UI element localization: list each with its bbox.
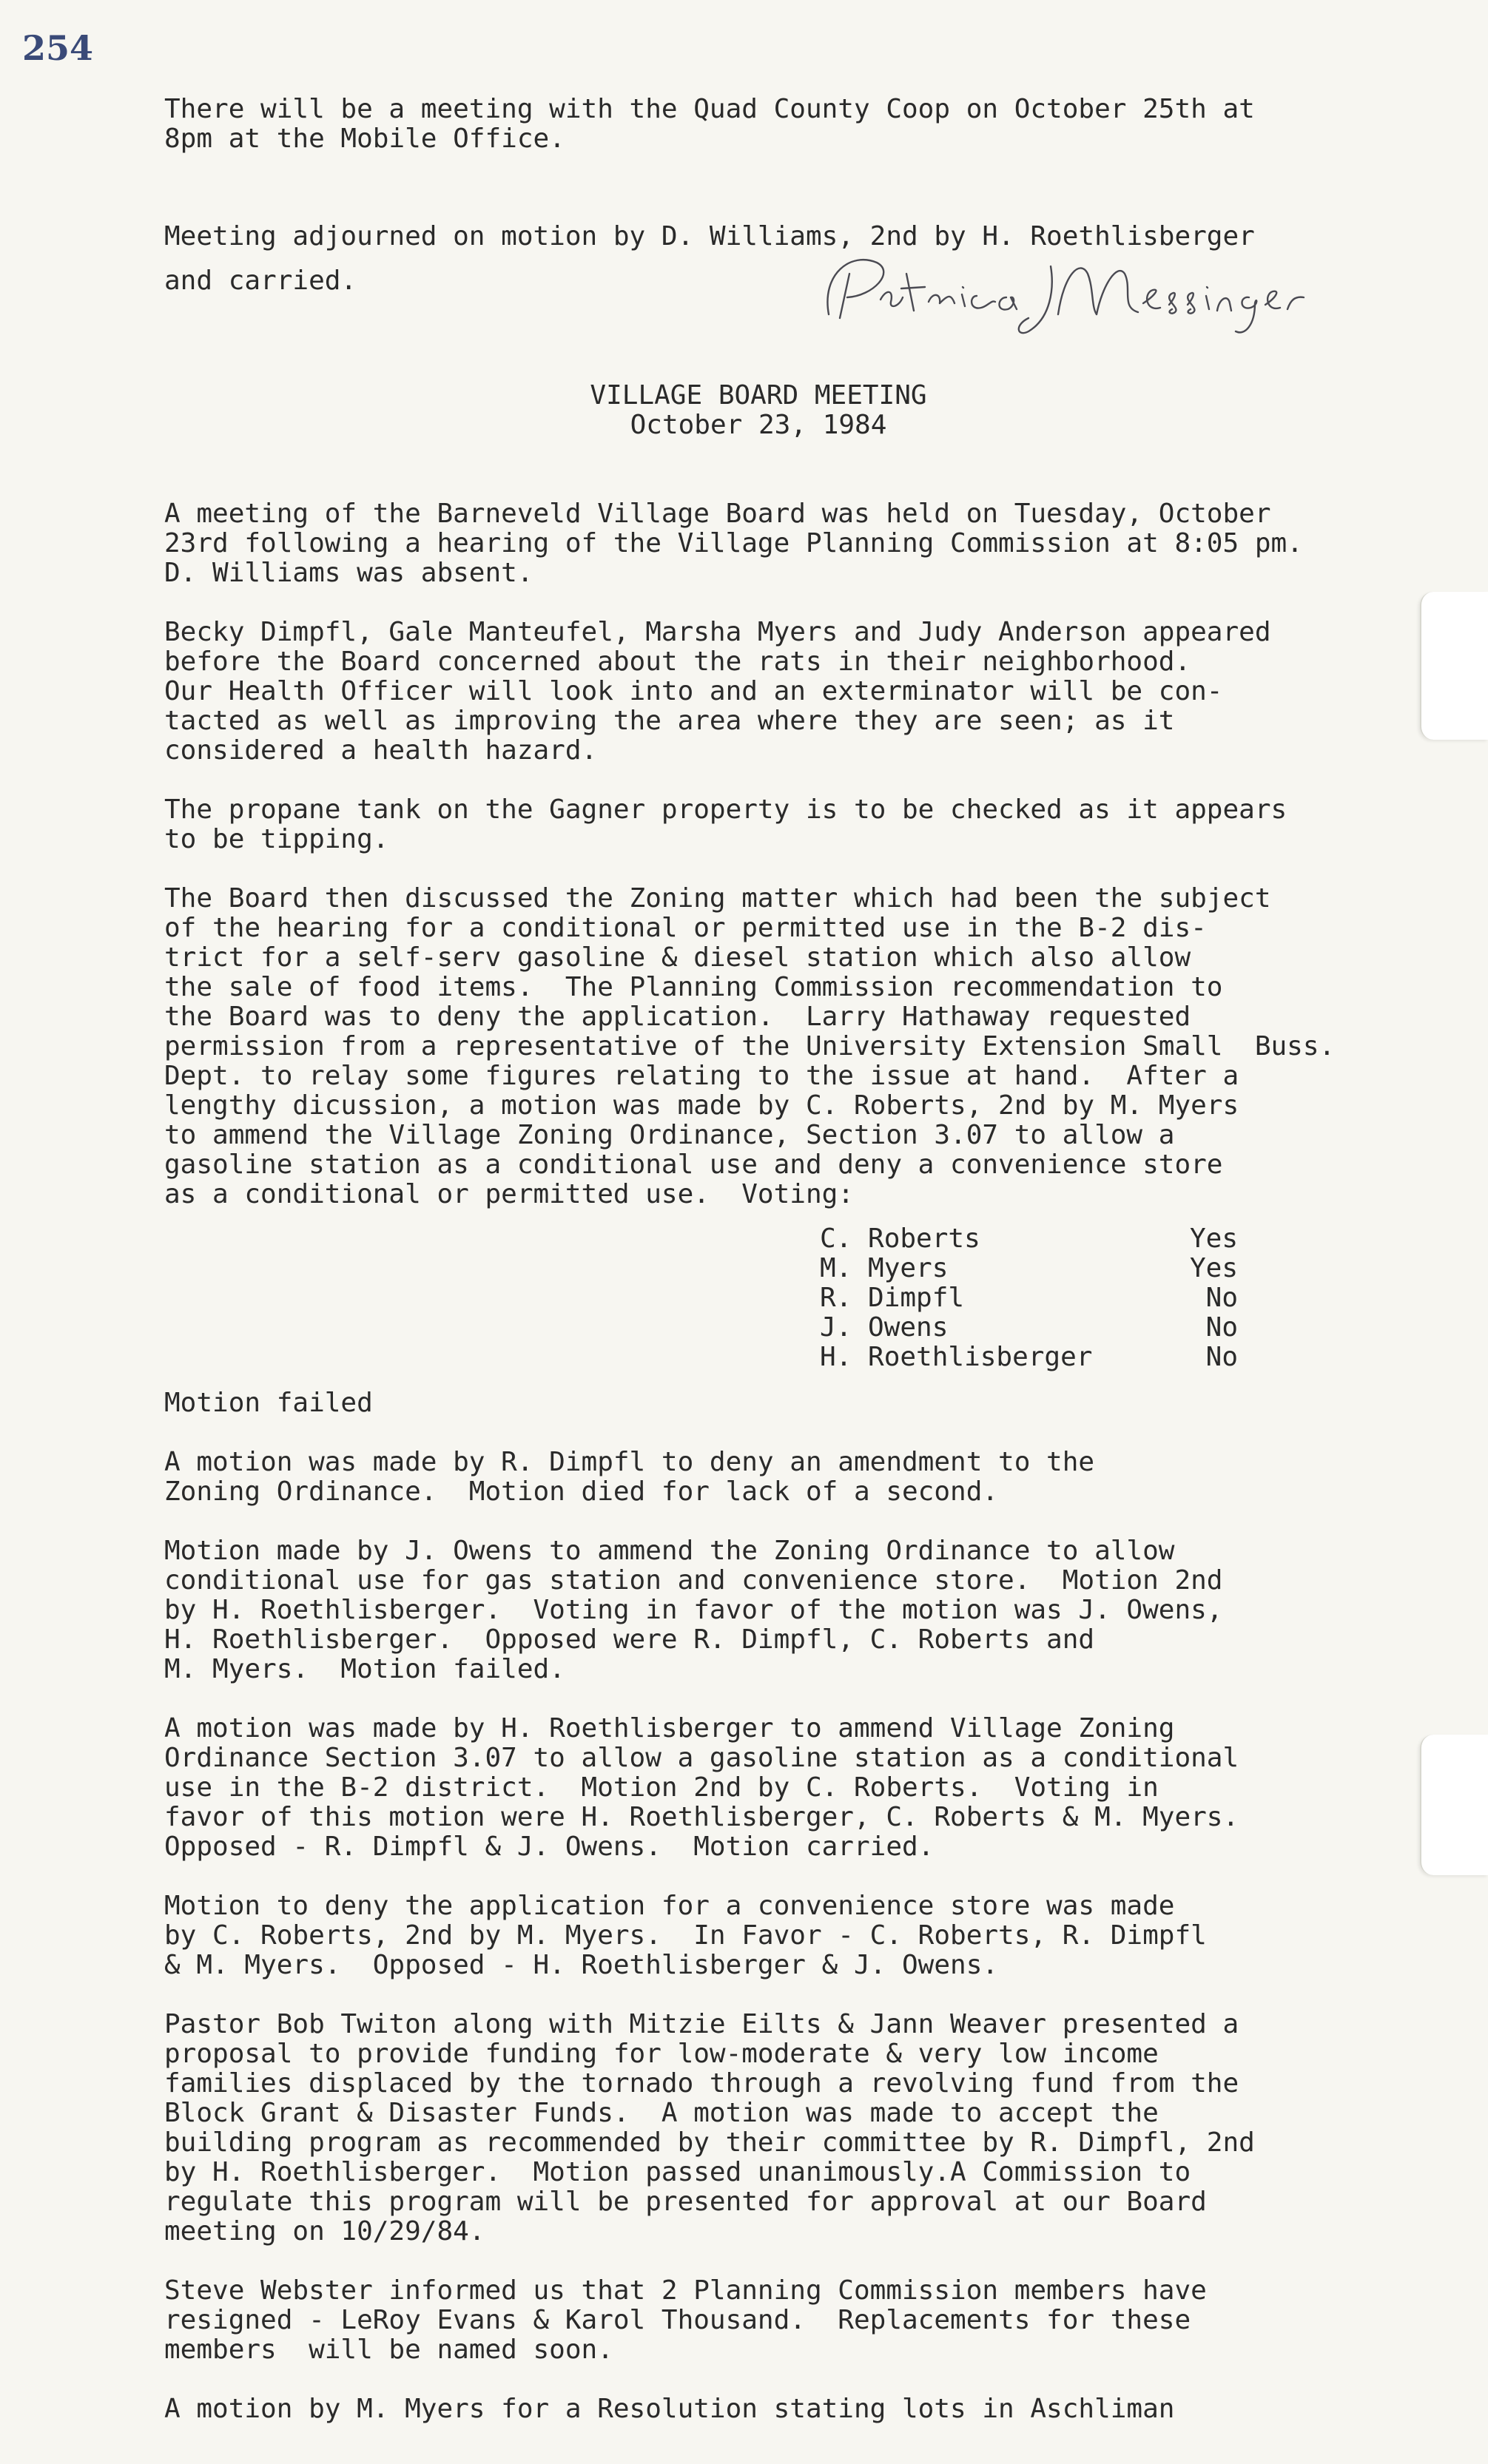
body-paragraph-opening: A meeting of the Barneveld Village Board was held on Tuesday, October 23rd following a hearing of the Village Planning Commission at 8:05 pm. D. Williams was absent. <box>164 499 1303 588</box>
vote-value: Yes <box>1189 1253 1238 1283</box>
body-paragraph-convenience-store: Motion to deny the application for a convenience store was made by C. Roberts, 2nd by M. Myers. In Favor - C. Roberts, R. Dimpfl & M. Myers. Opposed - H. Roethlisberger & J. Owens. <box>164 1891 1207 1980</box>
body-paragraph-roethlisberger-motion: A motion was made by H. Roethlisberger to ammend Village Zoning Ordinance Section 3.07 to allow a gasoline station as a conditional use in the B-2 district. Motion 2nd by C. Roberts. Voting in favor of this motion were H. Roethlisberger, C. Roberts & M. Myers. Opposed - R. Dimpfl & J. Owens. Motion carried. <box>164 1713 1239 1862</box>
voter-name: M. Myers <box>820 1253 949 1283</box>
vote-row <box>820 1313 1238 1343</box>
intro-paragraph-meeting: There will be a meeting with the Quad County Coop on October 25th at 8pm at the Mobile Office. <box>164 94 1255 154</box>
vote-table <box>820 1224 1238 1372</box>
body-paragraph-tornado-fund: Pastor Bob Twiton along with Mitzie Eilts & Jann Weaver presented a proposal to provide funding for low-moderate & very low income families displaced by the tornado through a revolving fund from the Block Grant & Disaster Funds. A motion was made to accept the building program as recommended by their committee by R. Dimpfl, 2nd by H. Roethlisberger. Motion passed unanimously.A Commission to regulate this program will be presented for approval at our Board meeting on 10/29/84. <box>164 2009 1255 2247</box>
intro-paragraph-adjourned: Meeting adjourned on motion by D. Williams, 2nd by H. Roethlisberger and carried. <box>164 221 1255 296</box>
voter-name: J. Owens <box>820 1312 949 1343</box>
voter-name: R. Dimpfl <box>820 1283 965 1313</box>
body-paragraph-rats: Becky Dimpfl, Gale Manteufel, Marsha Myers and Judy Anderson appeared before the Board concerned about the rats in their neighborhood. Our Health Officer will look into and an exterminator will be con- tacted as well as improving the area where they are seen; as it considered a health hazard. <box>164 617 1271 766</box>
page-edge-tab <box>1420 1735 1488 1875</box>
vote-value: Yes <box>1189 1223 1238 1254</box>
body-paragraph-resignations: Steve Webster informed us that 2 Planning Commission members have resigned - LeRoy Evans & Karol Thousand. Replacements for these members will be named soon. <box>164 2275 1207 2365</box>
vote-row <box>820 1343 1238 1372</box>
voter-name: C. Roberts <box>820 1223 980 1254</box>
page-number: 254 <box>22 28 94 68</box>
vote-row <box>820 1224 1238 1254</box>
meeting-date: October 23, 1984 <box>630 410 887 440</box>
vote-value: No <box>1205 1283 1238 1313</box>
body-paragraph-zoning: The Board then discussed the Zoning matter which had been the subject of the hearing for a conditional or permitted use in the B-2 dis- trict for a self-serv gasoline & diesel station which also allow the sale of food items. The Planning Commission recommendation to the Board was to deny the application. Larry Hathaway requested permission from a representative of the University Extension Small Buss. Dept. to relay some figures relating to the issue at hand. After a lengthy dicussion, a motion was made by C. Roberts, 2nd by M. Myers to ammend the Village Zoning Ordinance, Section 3.07 to allow a gasoline station as a conditional use and deny a convenience store as a conditional or permitted use. Voting: <box>164 883 1336 1209</box>
signature-image <box>807 244 1310 340</box>
vote-row <box>820 1283 1238 1313</box>
body-paragraph-propane: The propane tank on the Gagner property is to be checked as it appears to be tipping. <box>164 794 1287 854</box>
vote-row <box>820 1254 1238 1283</box>
voter-name: H. Roethlisberger <box>820 1342 1093 1372</box>
page-edge-tab <box>1420 592 1488 740</box>
motion-failed-note: Motion failed <box>164 1388 373 1418</box>
body-paragraph-dimpfl-motion: A motion was made by R. Dimpfl to deny an amendment to the Zoning Ordinance. Motion died for lack of a second. <box>164 1447 1095 1507</box>
meeting-title: VILLAGE BOARD MEETING <box>590 380 927 411</box>
body-paragraph-owens-motion: Motion made by J. Owens to ammend the Zoning Ordinance to allow conditional use for gas station and convenience store. Motion 2nd by H. Roethlisberger. Voting in favor of the motion was J. Owens, H. Roethlisberger. Opposed were R. Dimpfl, C. Roberts and M. Myers. Motion failed. <box>164 1536 1223 1684</box>
vote-value: No <box>1205 1312 1238 1343</box>
vote-value: No <box>1205 1342 1238 1372</box>
body-paragraph-resolution: A motion by M. Myers for a Resolution stating lots in Aschliman <box>164 2394 1175 2424</box>
